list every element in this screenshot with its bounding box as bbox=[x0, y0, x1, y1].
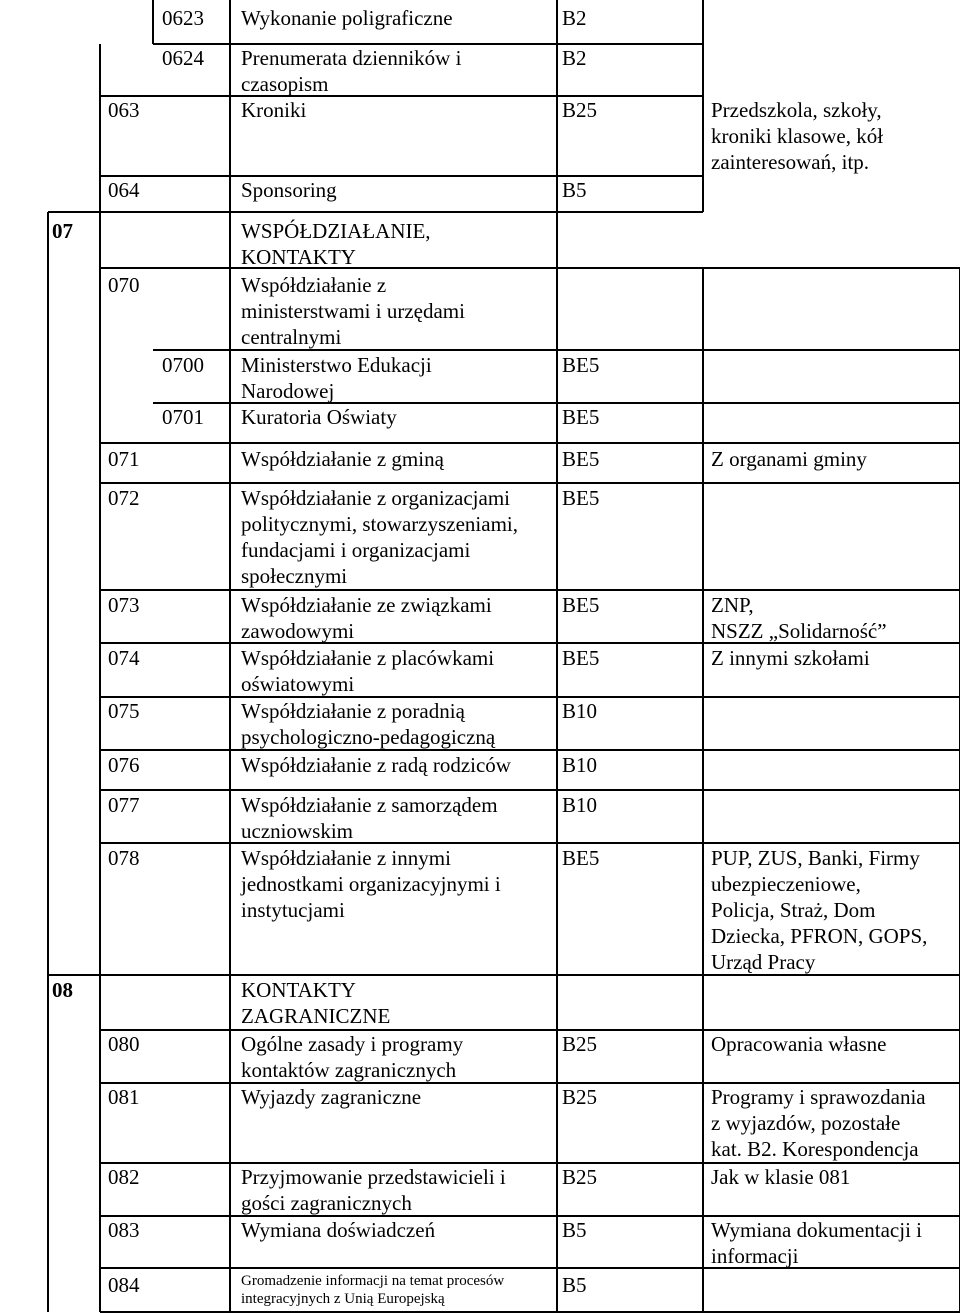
row-remarks: PUP, ZUS, Banki, Firmy ubezpieczeniowe, Policja, Straż, Dom Dziecka, PFRON, GOPS, Urząd Pracy bbox=[711, 846, 928, 974]
row-name: Kroniki bbox=[241, 98, 307, 122]
section-code: 07 bbox=[52, 219, 73, 243]
row-category: BE5 bbox=[562, 447, 600, 471]
row-code: 072 bbox=[108, 486, 140, 510]
row-name: Współdziałanie z ministerstwami i urzędami centralnymi bbox=[241, 273, 465, 349]
row-name: Prenumerata dzienników i czasopism bbox=[241, 46, 462, 96]
row-remarks: ZNP, NSZZ „Solidarność” bbox=[711, 593, 887, 643]
row-name: Wykonanie poligraficzne bbox=[241, 6, 453, 30]
row-remarks: Z organami gminy bbox=[711, 447, 867, 471]
row-category: B5 bbox=[562, 178, 587, 202]
row-code: 074 bbox=[108, 646, 140, 670]
row-name: Kuratoria Oświaty bbox=[241, 405, 397, 429]
row-code: 084 bbox=[108, 1273, 140, 1297]
row-category: B10 bbox=[562, 753, 598, 777]
row-code: 077 bbox=[108, 793, 140, 817]
row-category: BE5 bbox=[562, 353, 600, 377]
row-category: B25 bbox=[562, 1085, 598, 1109]
row-code: 071 bbox=[108, 447, 140, 471]
row-name: Ogólne zasady i programy kontaktów zagranicznych bbox=[241, 1032, 464, 1082]
row-code: 083 bbox=[108, 1218, 140, 1242]
row-code: 080 bbox=[108, 1032, 140, 1056]
row-category: BE5 bbox=[562, 405, 600, 429]
row-name: Sponsoring bbox=[241, 178, 337, 202]
row-remarks: Opracowania własne bbox=[711, 1032, 887, 1056]
row-code: 0701 bbox=[162, 405, 204, 429]
row-remarks: Programy i sprawozdania z wyjazdów, pozostałe kat. B2. Korespondencja bbox=[711, 1085, 926, 1161]
row-name: Wymiana doświadczeń bbox=[241, 1218, 436, 1242]
row-category: B2 bbox=[562, 46, 587, 70]
row-name: Współdziałanie z samorządem uczniowskim bbox=[241, 793, 498, 843]
row-code: 076 bbox=[108, 753, 140, 777]
row-name: Współdziałanie z radą rodziców bbox=[241, 753, 511, 777]
row-code: 063 bbox=[108, 98, 140, 122]
row-code: 0623 bbox=[162, 6, 204, 30]
row-remarks: Przedszkola, szkoły, kroniki klasowe, kół zainteresowań, itp. bbox=[711, 98, 884, 174]
row-category: BE5 bbox=[562, 593, 600, 617]
section-name: WSPÓŁDZIAŁANIE, KONTAKTY bbox=[241, 219, 431, 269]
section-code: 08 bbox=[52, 978, 73, 1002]
row-code: 082 bbox=[108, 1165, 140, 1189]
row-category: B5 bbox=[562, 1273, 587, 1297]
row-code: 070 bbox=[108, 273, 140, 297]
row-name: Wyjazdy zagraniczne bbox=[241, 1085, 422, 1109]
row-name: Współdziałanie z organizacjami politycznymi, stowarzyszeniami, fundacjami i organizacjami społecznymi bbox=[241, 486, 519, 588]
row-remarks: Z innymi szkołami bbox=[711, 646, 870, 670]
row-category: B10 bbox=[562, 699, 598, 723]
row-code: 081 bbox=[108, 1085, 140, 1109]
row-code: 073 bbox=[108, 593, 140, 617]
row-name: Przyjmowanie przedstawicieli i gości zagranicznych bbox=[241, 1165, 506, 1215]
row-category: B25 bbox=[562, 1032, 598, 1056]
row-category: B10 bbox=[562, 793, 598, 817]
row-category: B2 bbox=[562, 6, 587, 30]
row-remarks: Jak w klasie 081 bbox=[711, 1165, 851, 1189]
row-name: Współdziałanie z poradnią psychologiczno-pedagogiczną bbox=[241, 699, 496, 749]
row-name: Ministerstwo Edukacji Narodowej bbox=[241, 353, 432, 403]
row-name: Współdziałanie z gminą bbox=[241, 447, 444, 471]
row-code: 075 bbox=[108, 699, 140, 723]
row-category: B25 bbox=[562, 1165, 598, 1189]
row-category: B5 bbox=[562, 1218, 587, 1242]
row-name: Współdziałanie z placówkami oświatowymi bbox=[241, 646, 495, 696]
row-name: Gromadzenie informacji na temat procesów integracyjnych z Unią Europejską bbox=[241, 1273, 505, 1307]
row-code: 078 bbox=[108, 846, 140, 870]
row-name: Współdziałanie z innymi jednostkami organizacyjnymi i instytucjami bbox=[241, 846, 501, 922]
row-category: BE5 bbox=[562, 646, 600, 670]
row-remarks: Wymiana dokumentacji i informacji bbox=[711, 1218, 923, 1268]
row-name: Współdziałanie ze związkami zawodowymi bbox=[241, 593, 492, 643]
row-category: BE5 bbox=[562, 486, 600, 510]
row-code: 0700 bbox=[162, 353, 204, 377]
row-category: BE5 bbox=[562, 846, 600, 870]
row-code: 0624 bbox=[162, 46, 204, 70]
row-code: 064 bbox=[108, 178, 140, 202]
row-category: B25 bbox=[562, 98, 598, 122]
section-name: KONTAKTY ZAGRANICZNE bbox=[241, 978, 391, 1028]
